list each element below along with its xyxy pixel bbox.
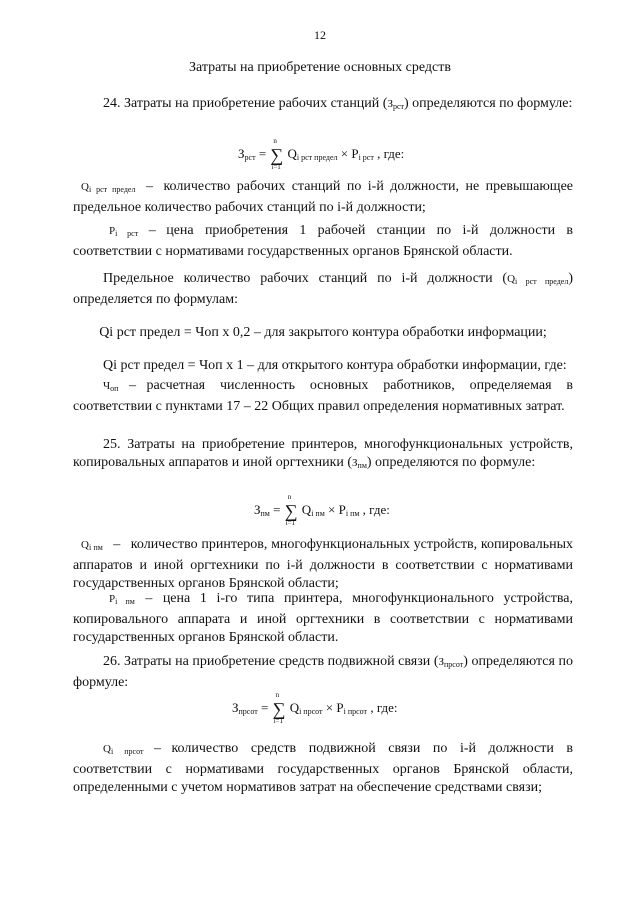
definition-q-25: $Q_{i пм}$ – количество принтеров, многофункциональных устройств, копировальных аппаратов и иной оргтехники по i-й должности в соответствии с нормативами государственных органов Брянской области;	[73, 537, 573, 591]
page-number: 12	[314, 28, 326, 42]
definition-q-26: $Q_{i прсот}$ – количество средств подвижной связи по i-й должности в соответствии с нормативами государственных органов Брянской области, определенными с учетом нормативов затрат на обеспечение средствами связи;	[73, 741, 573, 795]
formula-24: $З_{рст}$ = ∑ n i=1 $Q_{i рст предел} \times P_{i рст}$ , где:	[238, 137, 405, 171]
sum-symbol: ∑ n i=1	[284, 493, 298, 527]
paragraph-26-intro: 26. Затраты на приобретение средств подвижной связи $(З_{прсот})$ определяются по формуле:	[73, 654, 573, 690]
paragraph-24-intro: 24. Затраты на приобретение рабочих станций $(З_{рст})$ определяются по формуле:	[103, 96, 573, 111]
section-title: Затраты на приобретение основных средств	[189, 60, 451, 75]
formula-25: $З_{пм}$ = ∑ n i=1 $Q_{i пм} \times P_{i пм}$ , где:	[254, 493, 390, 527]
formula-open-contour: Qi рст предел = Чоп х 1 – для открытого контура обработки информации, где:	[103, 358, 567, 373]
sum-symbol: ∑ n i=1	[270, 137, 284, 171]
paragraph-25-intro: 25. Затраты на приобретение принтеров, многофункциональных устройств, копировальных аппаратов и иной оргтехники $(З_{пм})$ определяются по формуле:	[73, 437, 573, 470]
formula-closed-contour: Qi рст предел = Чоп х 0,2 – для закрытого контура обработки информации;	[99, 325, 547, 340]
definition-p-25: $P_{i пм}$ – цена 1 i-го типа принтера, многофункционального устройства, копировального аппарата и иной оргтехники в соответствии с нормативами государственных органов Брянской области.	[73, 591, 573, 645]
definition-p-24: $P_{i рст}$ – цена приобретения 1 рабочей станции по i-й должности в соответствии с нормативами государственных органов Брянской области.	[73, 223, 573, 259]
definition-q-24: $Q_{i рст предел}$ – количество рабочих станций по i-й должности, не превышающее предельное количество рабочих станций по i-й должности;	[73, 179, 574, 215]
paragraph-limit: Предельное количество рабочих станций по i-й должности $(Q_{i рст предел})$ определяется по формулам:	[73, 271, 574, 307]
sum-symbol: ∑ n i=1	[272, 691, 286, 725]
definition-ch: $Ч_{оп}$ – расчетная численность основных работников, определяемая в соответствии с пунктами 17 – 22 Общих правил определения нормативных затрат.	[73, 378, 573, 414]
formula-26: $З_{прсот}$ = ∑ n i=1 $Q_{i прсот} \times P_{i прсот}$ , где:	[232, 691, 398, 725]
